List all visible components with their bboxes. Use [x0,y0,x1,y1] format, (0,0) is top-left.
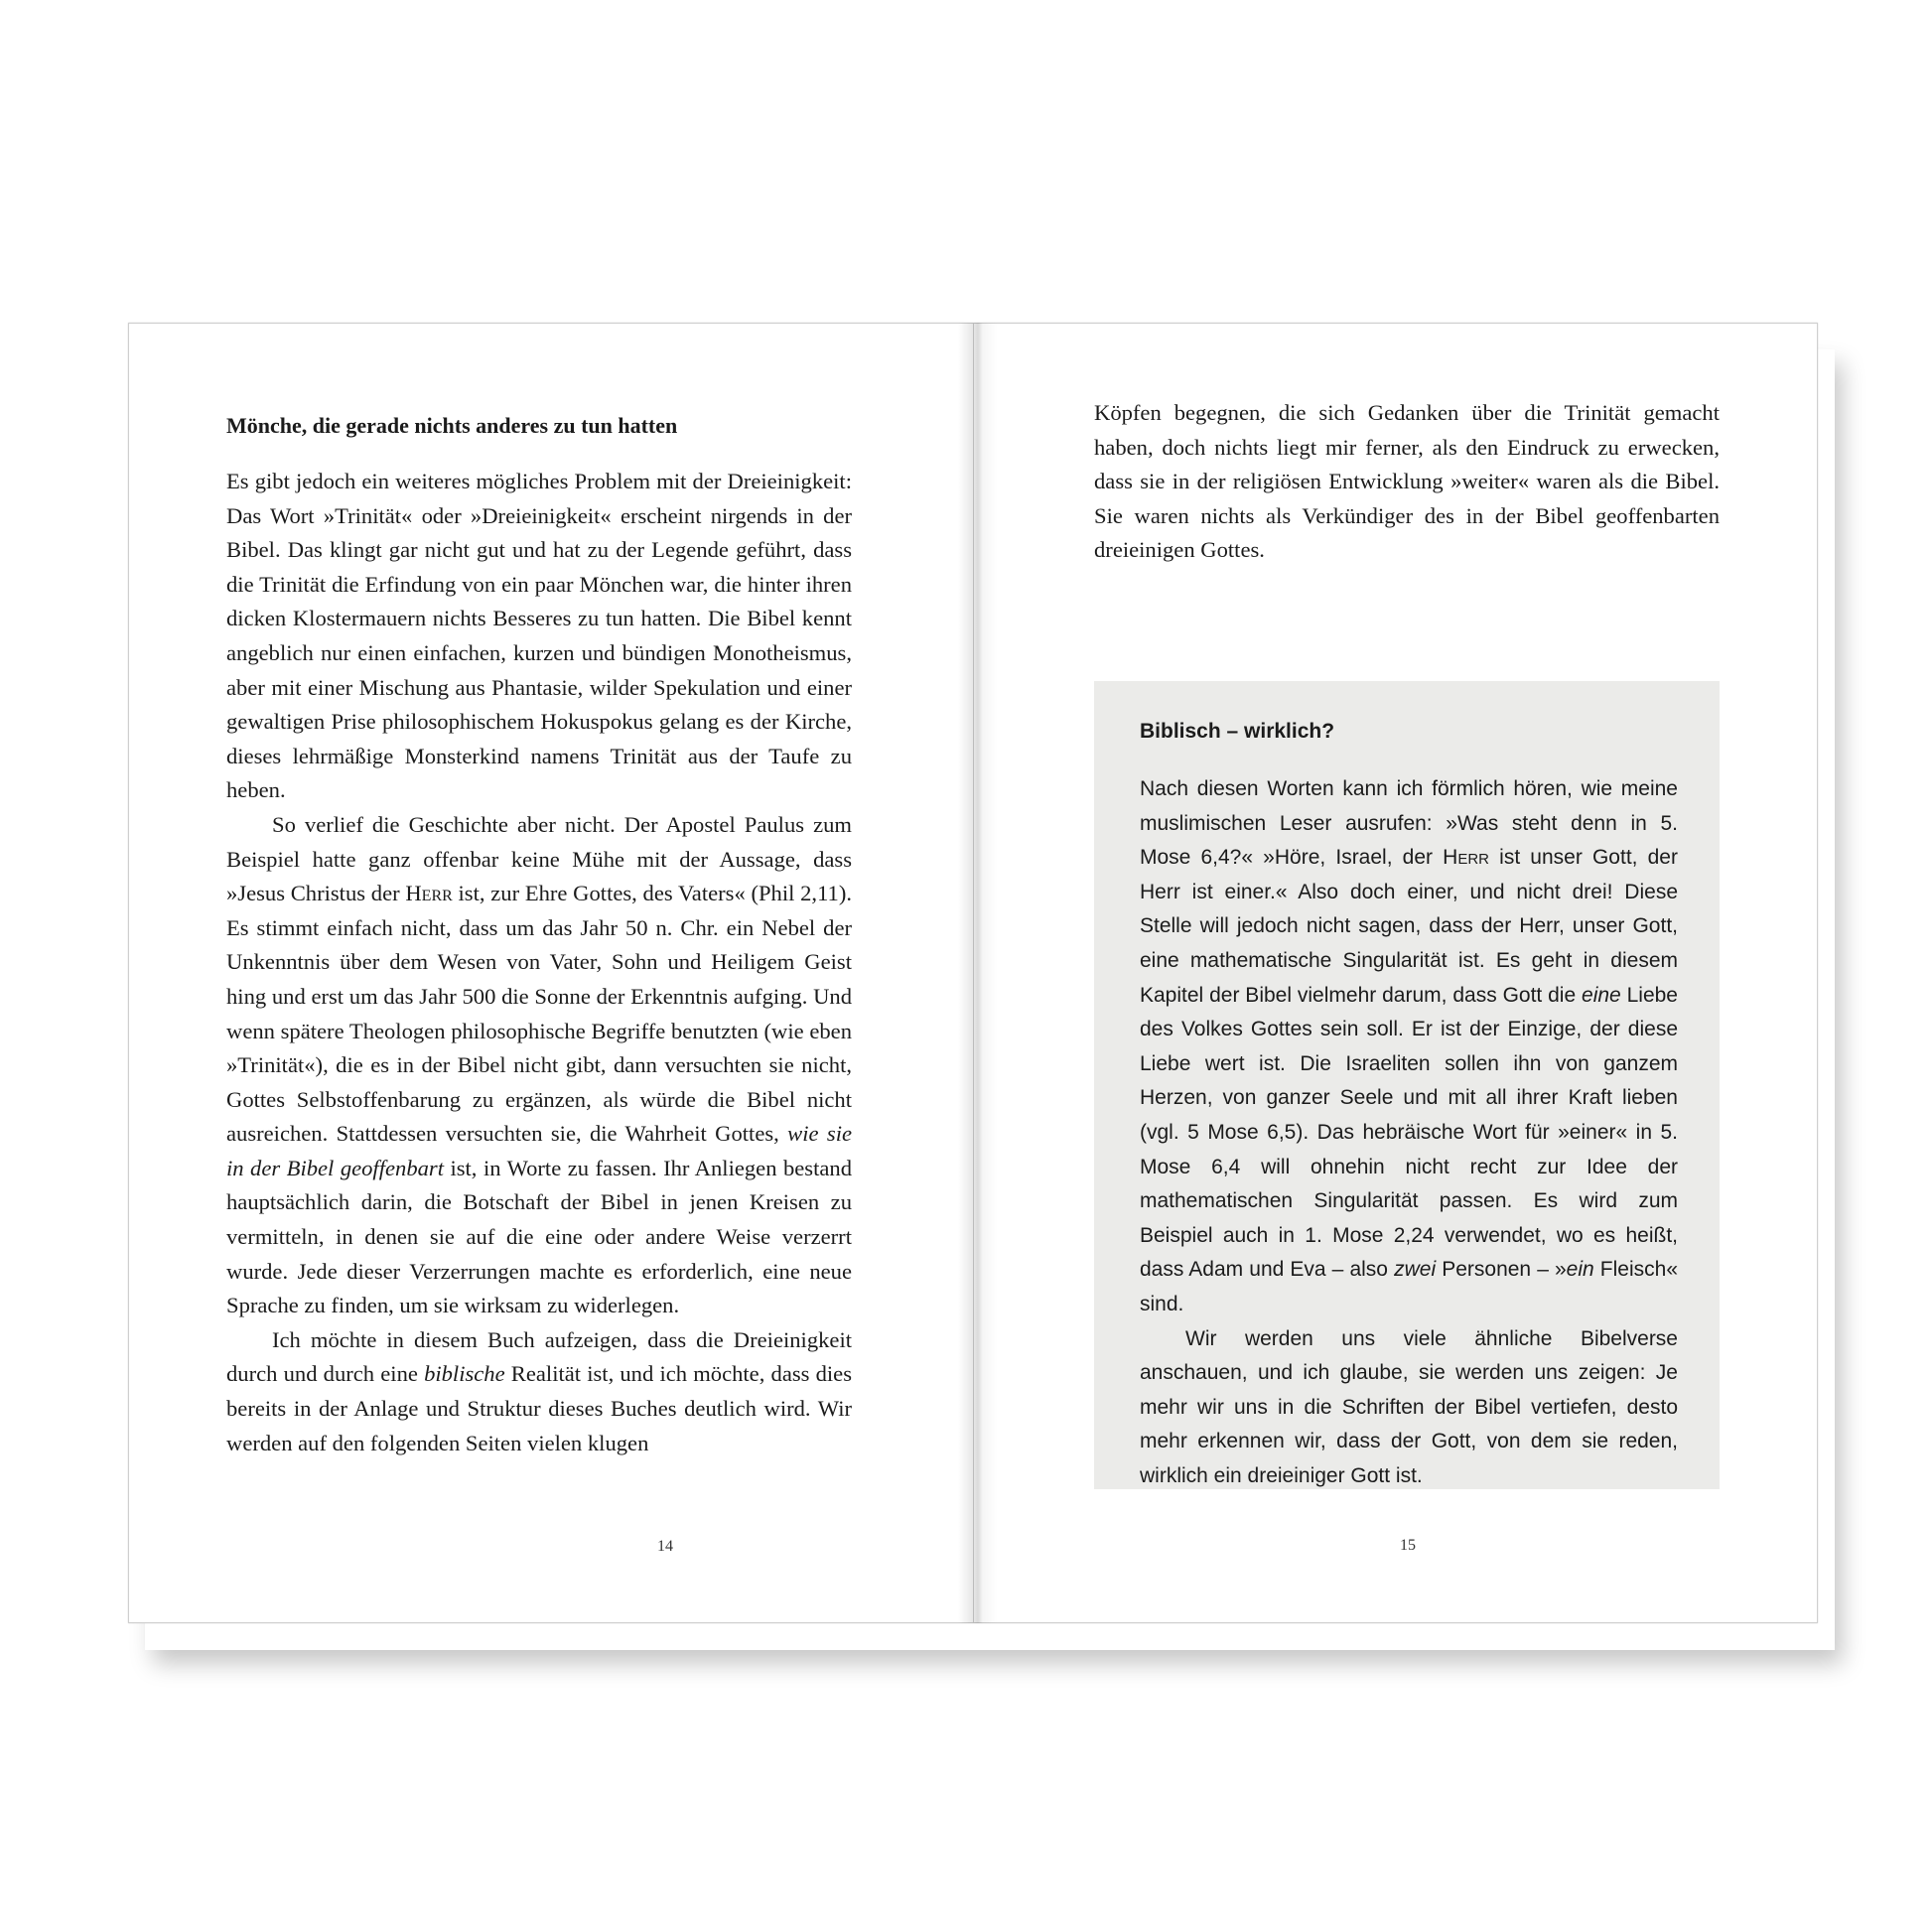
paragraph-1-text: Es gibt jedoch ein weiteres mögliches Problem mit der Dreieinigkeit: Das Wort »Trinität« oder »Dreieinigkeit« erscheint nirgends in der Bibel. Das klingt gar nicht gut und hat zu der Legende geführt, dass die Trinität die Erfindung von ein paar Mönchen war, die hinter ihren dicken Klostermauern nichts Besseres zu tun hatten. Die Bibel kennt angeblich nur einen einfachen, kurzen und bündigen Monotheismus, aber mit einer Mischung aus Phantasie, wilder Spekulation und einer gewaltigen Prise philosophischem Hokuspokus gelang es der Kirche, dieses lehrmäßige Monsterkind namens Trinität aus der Taufe zu heben. [226,469,852,803]
herr-smallcaps: Herr [405,881,453,906]
info-box-paragraph-2: Wir werden uns viele ähnliche Bibelverse anschauen, und ich glaube, sie werden uns zeigen: Je mehr wir uns in die Schriften der Bibel vertiefen, desto mehr erkennen wir, dass der Gott, von dem sie reden, wirklich ein dreieiniger Gott ist. [1140,1326,1678,1487]
info-box-herr-smallcaps: Herr [1443,846,1490,870]
info-box-italic-ein: ein [1566,1258,1594,1282]
paragraph-2-text-a: So verlief die Geschichte aber nicht. Der Apostel Paulus zum Beispiel hatte ganz offenbar keine Mühe mit der Aussage, dass »Jesus Christus der [226,811,852,906]
left-page [128,323,974,1623]
right-page-text-column [1094,396,1720,568]
paragraph-3 [226,1323,852,1460]
info-box-paragraph-1 [1140,772,1678,1322]
info-box-p1-e: Fleisch« sind. [1140,1258,1678,1315]
paragraph-2-text-c: ist, in Worte zu fassen. Ihr Anliegen bestand hauptsächlich darin, die Botschaft der Bibel in jenen Kreisen zu vermitteln, in denen sie auf die eine oder andere Weise verzerrt wurde. Jede dieser Verzerrungen machte es erforderlich, eine neue Sprache zu finden, um sie wirksam zu widerlegen. [226,1155,853,1318]
info-box-italic-eine: eine [1582,983,1621,1007]
continuation-paragraph: Köpfen begegnen, die sich Gedanken über die Trinität gemacht haben, doch nichts liegt mir ferner, als den Eindruck zu erwecken, dass sie in der religiösen Entwicklung »weiter« waren als die Bibel. Sie waren nichts als Verkündiger des in der Bibel geoffenbarten dreieinigen Gottes. [1094,400,1720,563]
info-box-p1-c: Liebe des Volkes Gottes sein soll. Er ist der Einzige, der diese Liebe wert ist. Die Israeliten sollen ihn von ganzem Herzen, von ganzer Seele und mit all ihrer Kraft lieben (vgl. 5 Mose 6,5). Das hebräische Wort für »einer« in 5. Mose 6,4 will ohnehin nicht recht zur Idee der mathematischen Singularität passen. Es wird zum Beispiel auch in 1. Mose 2,24 verwendet, wo es heißt, dass Adam und Eva – also [1140,983,1678,1282]
paragraph-3-italic: biblische [424,1361,505,1387]
paragraph-3-text-a: Ich möchte in diesem Buch aufzeigen, dass die Dreieinigkeit durch und durch eine [226,1326,852,1387]
info-box-heading: Biblisch – wirklich? [1140,720,1335,743]
info-box-p1-b: ist unser Gott, der Herr ist einer.« Also doch einer, und nicht drei! Diese Stelle will jedoch nicht sagen, dass der Herr, unser Gott, eine mathematische Singularität ist. Es geht in diesem Kapitel der Bibel vielmehr darum, dass Gott die [1140,846,1678,1007]
info-box [1094,681,1720,1489]
info-box-p1-d: Personen – » [1436,1258,1567,1282]
paragraph-2-italic: wie sie in der Bibel geoffenbart [226,1121,852,1180]
paragraph-1 [226,465,852,808]
paragraph-2 [226,808,852,1323]
section-heading: Mönche, die gerade nichts anderes zu tun hatten [226,413,678,438]
info-box-p1-a: Nach diesen Worten kann ich förmlich hören, wie meine muslimischen Leser ausrufen: »Was steht denn in 5. Mose 6,4?« »Höre, Israel, der [1140,777,1678,870]
paragraph-3-text-b: Realität ist, und ich möchte, dass dies bereits in der Anlage und Struktur dieses Buches deutlich wird. Wir werden auf den folgenden Seiten vielen klugen [226,1361,852,1455]
left-page-text-column [226,409,852,1460]
page-number-right: 15 [1400,1537,1416,1554]
info-box-content [1140,717,1678,1493]
page-number-left: 14 [657,1538,673,1555]
info-box-italic-zwei: zwei [1394,1258,1437,1282]
paragraph-2-text-b: ist, zur Ehre Gottes, des Vaters« (Phil 2,11). Es stimmt einfach nicht, dass um das Jahr 50 n. Chr. ein Nebel der Unkenntnis über dem Wesen von Vater, Sohn und Heiligem Geist hing und erst um das Jahr 500 die Sonne der Erkenntnis aufging. Und wenn spätere Theologen philosophische Begriffe benutzten (wie eben »Trinität«), die es in der Bibel nicht gibt, dann versuchten sie nicht, Gottes Selbstoffenbarung zu ergänzen, als würde die Bibel nicht ausreichen. Stattdessen versuchten sie, die Wahrheit Gottes, [226,881,852,1147]
